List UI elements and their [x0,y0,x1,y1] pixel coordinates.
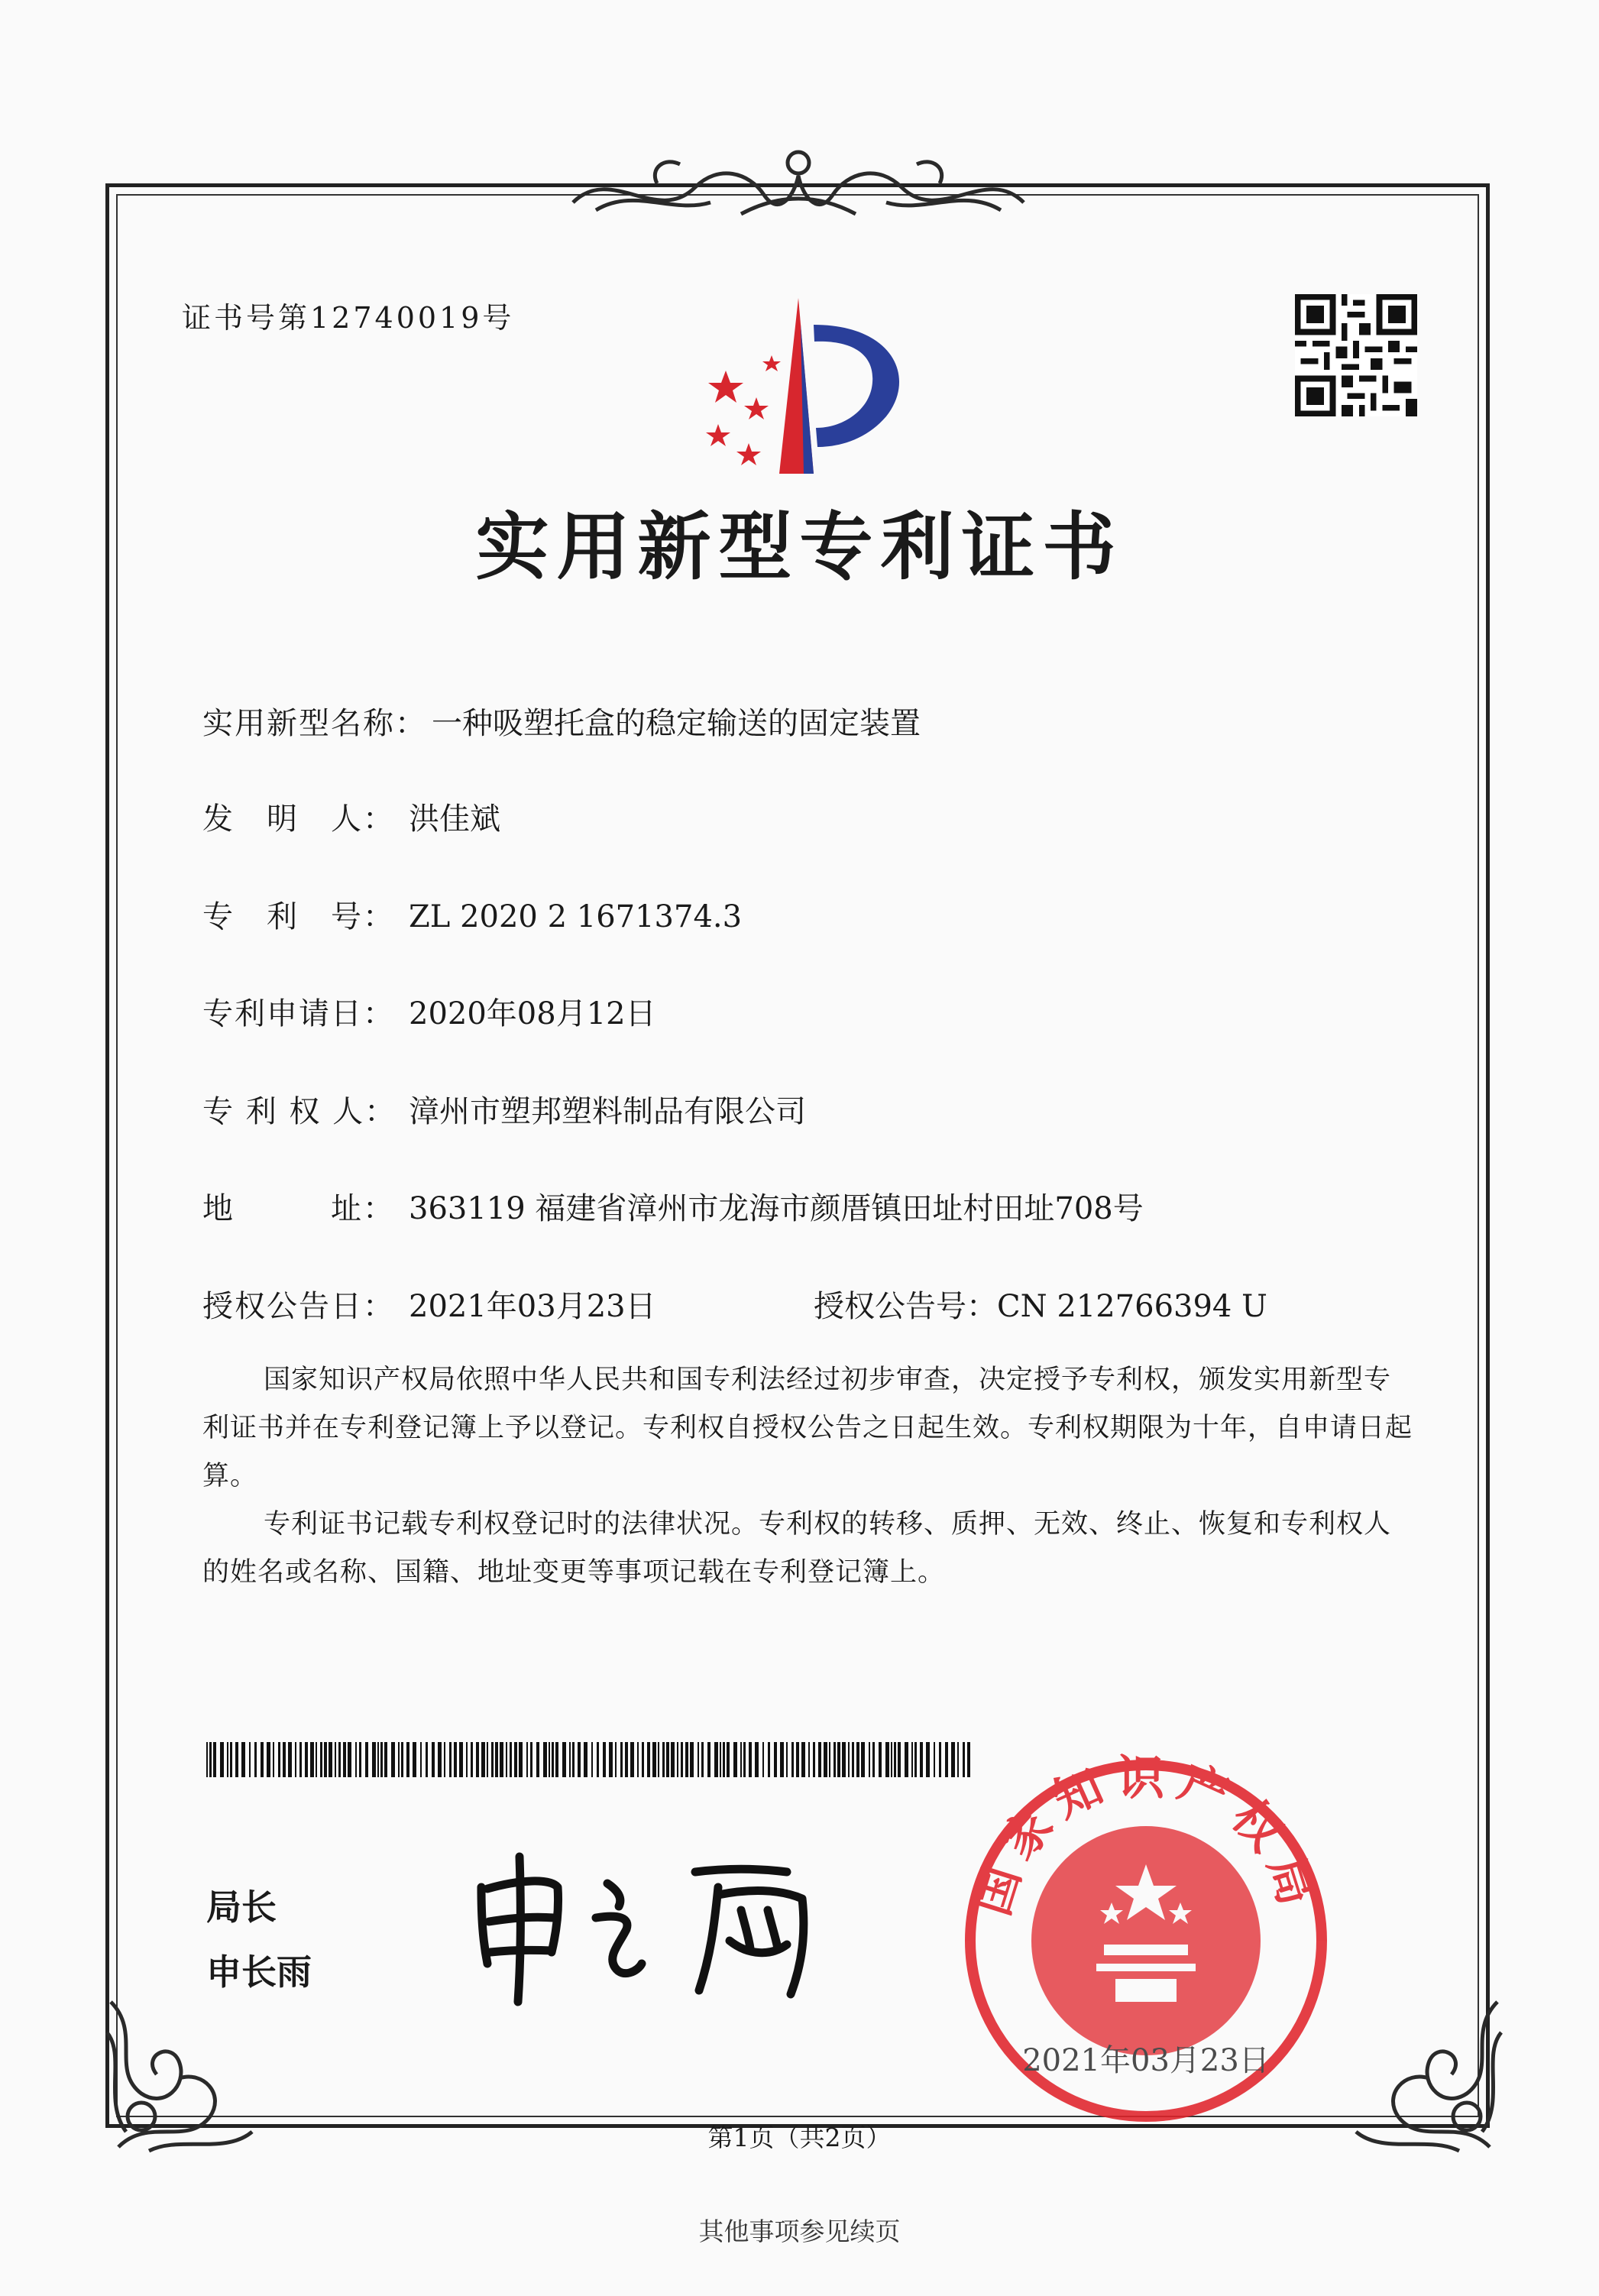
page-number: 第1页（共2页） [707,2123,892,2152]
certificate-number: 证书号第12740019号 [182,301,515,335]
field-value: 2021年03月23日 [409,1289,656,1324]
svg-text:国家知识产权局: 国家知识产权局 [963,1750,1329,1922]
field-patentee [202,1087,806,1131]
barcode-icon [206,1742,970,1777]
field-inventor [202,795,500,838]
field-label: 专 利 权 人： [202,1094,397,1129]
field-value: ZL 2020 2 1671374.3 [409,899,743,934]
top-ornament-icon [565,141,1031,229]
svg-text:2021年03月23日: 2021年03月23日 [1022,2043,1270,2078]
field-filing-date [202,989,656,1033]
field-address [202,1184,1144,1228]
qr-code-icon [1295,294,1417,416]
legal-statement [202,1356,1417,1597]
field-value: 漳州市塑邦塑料制品有限公司 [409,1094,806,1129]
field-label: 发 明 人： [202,801,395,837]
field-label: 授权公告号： [814,1289,997,1324]
director-name: 申长雨 [206,1951,312,1993]
field-label: 专 利 号： [202,899,395,934]
field-value: 363119 福建省漳州市龙海市颜厝镇田址村田址708号 [409,1191,1144,1226]
field-grant-date [202,1282,656,1326]
cnipa-logo-icon [672,294,924,478]
field-patent-number [202,892,742,936]
continuation-note: 其他事项参见续页 [698,2217,901,2246]
field-label: 地 址： [202,1191,395,1226]
certificate-title: 实用新型专利证书 [475,504,1124,590]
field-label: 专利申请日： [202,996,395,1031]
field-value: 一种吸塑托盒的稳定输送的固定装置 [432,706,921,741]
field-value: CN 212766394 U [997,1289,1267,1324]
field-utility-model-name [202,699,921,743]
field-label: 实用新型名称： [202,706,427,741]
field-value: 2020年08月12日 [409,996,656,1031]
official-seal-icon [955,1750,1337,2132]
director-signature [466,1841,825,2009]
legal-paragraph: 国家知识产权局依照中华人民共和国专利法经过初步审查，决定授予专利权，颁发实用新型专利证书并在专利登记簿上予以登记。专利权自授权公告之日起生效。专利权期限为十年，自申请日起算。 [202,1365,1413,1491]
field-value: 洪佳斌 [409,801,500,837]
legal-paragraph: 专利证书记载专利权登记时的法律状况。专利权的转移、质押、无效、终止、恢复和专利权人的姓名或名称、国籍、地址变更等事项记载在专利登记簿上。 [202,1509,1392,1588]
field-label: 授权公告日： [202,1289,395,1324]
director-title: 局长 [206,1886,277,1928]
field-grant-number [814,1282,1267,1326]
